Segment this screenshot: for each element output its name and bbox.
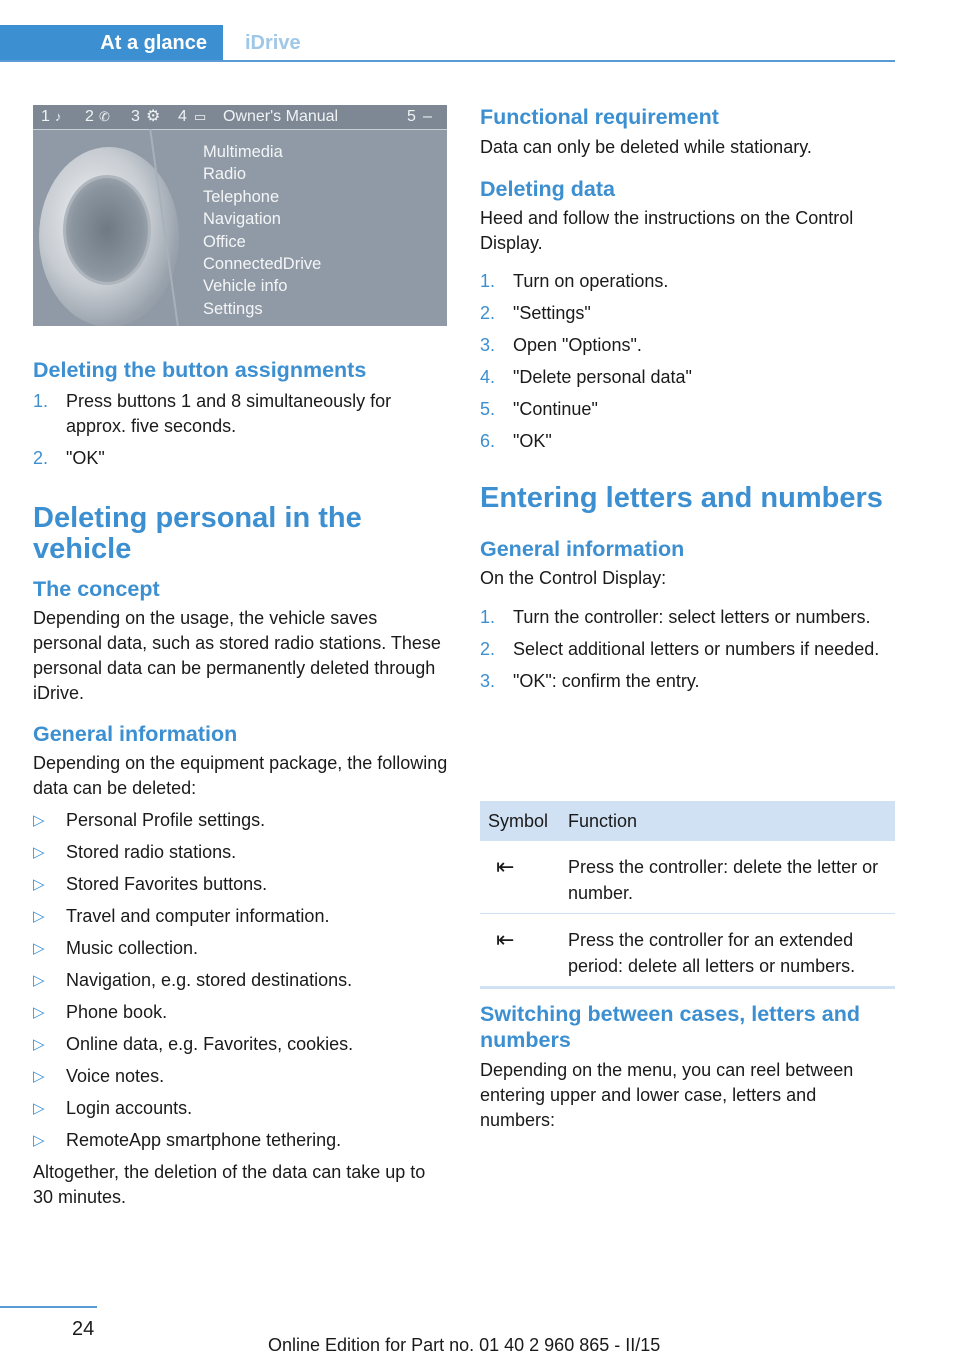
tab-at-a-glance[interactable] [0, 25, 223, 62]
step-text: "Delete personal data" [513, 367, 692, 387]
list-item [480, 333, 895, 358]
list-item [480, 637, 895, 662]
section-title-general-information-2: General information [480, 537, 685, 561]
table-cell-function: Press the controller for an extended period: delete all letters or numbers. [568, 930, 856, 976]
list-item [480, 365, 895, 390]
list-item [480, 397, 895, 422]
deletable-data-list [33, 808, 449, 1153]
bullet-text: Stored radio stations. [66, 842, 237, 862]
delete-left-arrow-icon: ⇤ [496, 927, 515, 952]
screen-tab-2: 2 [85, 108, 94, 125]
list-item [33, 808, 449, 833]
section-title-button-assignments: Deleting the button assignments [33, 358, 367, 382]
step-number: 6. [480, 431, 496, 451]
list-item [33, 1000, 449, 1025]
tab-idrive[interactable] [223, 25, 301, 62]
step-text: Turn the controller: select letters or numbers. [513, 607, 871, 627]
section-title-general-information: General information [33, 722, 238, 746]
screen-tab-bar [33, 105, 447, 130]
deleting-data-text: Heed and follow the instructions on the Control Display. [480, 208, 854, 253]
bullet-text: Voice notes. [66, 1066, 165, 1086]
list-item [33, 872, 449, 897]
step-number: 2. [33, 448, 49, 468]
tab-at-a-glance-label: At a glance [100, 32, 207, 54]
delete-left-arrow-icon: ⇤ [496, 854, 515, 879]
step-text: Press buttons 1 and 8 simultaneously for approx. five seconds. [66, 391, 392, 436]
tab-idrive-label: iDrive [245, 32, 301, 54]
list-item [33, 1064, 449, 1089]
section-title-functional-requirement: Functional requirement [480, 105, 719, 129]
bullet-text: Music collection. [66, 938, 199, 958]
step-number: 1. [480, 271, 496, 291]
screen-tab-1: 1 [41, 108, 50, 125]
edition-text: Online Edition for Part no. 01 40 2 960 865 - II/15 [268, 1335, 661, 1355]
step-text: "Continue" [513, 399, 598, 419]
bullet-text: Personal Profile settings. [66, 810, 266, 830]
step-number: 1. [33, 391, 49, 411]
screen-menu-item: ConnectedDrive [203, 255, 322, 274]
entering-steps [480, 605, 895, 694]
bullet-text: Login accounts. [66, 1098, 193, 1118]
screen-tab-owners-manual: Owner's Manual [223, 108, 339, 125]
list-item [480, 429, 895, 454]
bullet-triangle-icon: ▷ [33, 1068, 45, 1085]
list-item [33, 446, 449, 471]
step-text: "OK" [66, 448, 105, 468]
header-rule [0, 60, 895, 62]
step-number: 5. [480, 399, 496, 419]
bullet-text: Online data, e.g. Favorites, cookies. [66, 1034, 354, 1054]
step-text: Open "Options". [513, 335, 642, 355]
screen-tab-5: 5 [407, 108, 416, 125]
list-item [33, 840, 449, 865]
page-number: 24 [72, 1318, 95, 1340]
step-text: "OK" [513, 431, 552, 451]
screen-menu-item: Navigation [203, 210, 281, 229]
car-icon: ▭ [194, 109, 207, 124]
gear-icon: ⚙ [146, 108, 161, 125]
section-title-switching: Switching between cases, letters and numbers [480, 1002, 860, 1052]
list-item [480, 301, 895, 326]
general-information-2-text: On the Control Display: [480, 568, 667, 588]
bullet-triangle-icon: ▷ [33, 812, 45, 829]
bullet-text: Navigation, e.g. stored destinations. [66, 970, 353, 990]
button-assignment-steps [33, 389, 449, 471]
screen-menu [203, 141, 321, 320]
step-number: 3. [480, 335, 496, 355]
right-column [480, 104, 895, 701]
step-text: Select additional letters or numbers if needed. [513, 639, 880, 659]
screen-menu-item: Telephone [203, 187, 280, 206]
screen-menu-item: Office [203, 232, 246, 251]
step-number: 4. [480, 367, 496, 387]
table-row [480, 841, 895, 914]
step-number: 1. [480, 607, 496, 627]
screen-menu-item: Vehicle info [203, 277, 288, 296]
audio-icon: ♪ [55, 109, 62, 124]
bullet-triangle-icon: ▷ [33, 876, 45, 893]
list-item [33, 1032, 449, 1057]
step-text: Turn on operations. [513, 271, 669, 291]
table-cell-function: Press the controller: delete the letter or number. [568, 857, 879, 903]
table-header-symbol: Symbol [488, 810, 549, 831]
list-item [33, 968, 449, 993]
concept-text: Depending on the usage, the vehicle saves personal data, such as stored radio stations. These personal data can be permanently deleted through iDrive. [33, 608, 441, 703]
list-item [33, 904, 449, 929]
table-row [480, 914, 895, 989]
bullet-text: Stored Favorites buttons. [66, 874, 268, 894]
bullet-triangle-icon: ▷ [33, 1004, 45, 1021]
list-item [33, 1096, 449, 1121]
general-information-text: Depending on the equipment package, the following data can be deleted: [33, 753, 448, 798]
table-cell-symbol [480, 854, 568, 906]
chapter-title-entering-letters: Entering letters and numbers [480, 482, 883, 514]
list-item [33, 1128, 449, 1153]
bullet-text: Phone book. [66, 1002, 168, 1022]
bullet-triangle-icon: ▷ [33, 844, 45, 861]
table-cell-symbol [480, 927, 568, 979]
step-number: 2. [480, 639, 496, 659]
screen-tab-4: 4 [178, 108, 187, 125]
bullet-triangle-icon: ▷ [33, 972, 45, 989]
list-item [33, 936, 449, 961]
screen-tab-3: 3 [131, 108, 140, 125]
screen-menu-item: Multimedia [203, 143, 283, 161]
section-title-concept: The concept [33, 577, 160, 601]
bullet-triangle-icon: ▷ [33, 1132, 45, 1149]
switching-text: Depending on the menu, you can reel between entering upper and lower case, letters and numbers: [480, 1060, 854, 1130]
closing-text: Altogether, the deletion of the data can take up to 30 minutes. [33, 1162, 426, 1207]
functional-requirement-text: Data can only be deleted while stationary. [480, 137, 812, 157]
controller-knob-center [63, 175, 151, 285]
step-text: "OK": confirm the entry. [513, 671, 700, 691]
table-header-row [480, 801, 895, 841]
bullet-triangle-icon: ▷ [33, 940, 45, 957]
bullet-triangle-icon: ▷ [33, 1100, 45, 1117]
idrive-screen-image [33, 105, 447, 326]
step-number: 3. [480, 671, 496, 691]
section-title-deleting-data: Deleting data [480, 177, 615, 201]
screen-menu-item: Settings [203, 299, 263, 318]
step-number: 2. [480, 303, 496, 323]
deleting-data-steps [480, 269, 895, 454]
step-text: "Settings" [513, 303, 591, 323]
phone-icon: ✆ [99, 109, 110, 124]
list-item [480, 605, 895, 630]
list-item [480, 669, 895, 694]
switching-section [480, 1001, 895, 1133]
bullet-text: RemoteApp smartphone tethering. [66, 1130, 342, 1150]
bullet-triangle-icon: ▷ [33, 908, 45, 925]
screen-menu-item: Radio [203, 165, 247, 184]
list-item [33, 389, 449, 439]
chapter-title-deleting-personal: Deleting personal in the vehicle [33, 502, 362, 565]
dash-icon: – [423, 108, 432, 125]
table-header-function: Function [568, 811, 638, 831]
bullet-triangle-icon: ▷ [33, 1036, 45, 1053]
bullet-text: Travel and computer information. [66, 906, 330, 926]
list-item [480, 269, 895, 294]
left-column [33, 357, 449, 1210]
symbol-function-table [480, 801, 895, 989]
footer-rule [0, 1306, 97, 1308]
